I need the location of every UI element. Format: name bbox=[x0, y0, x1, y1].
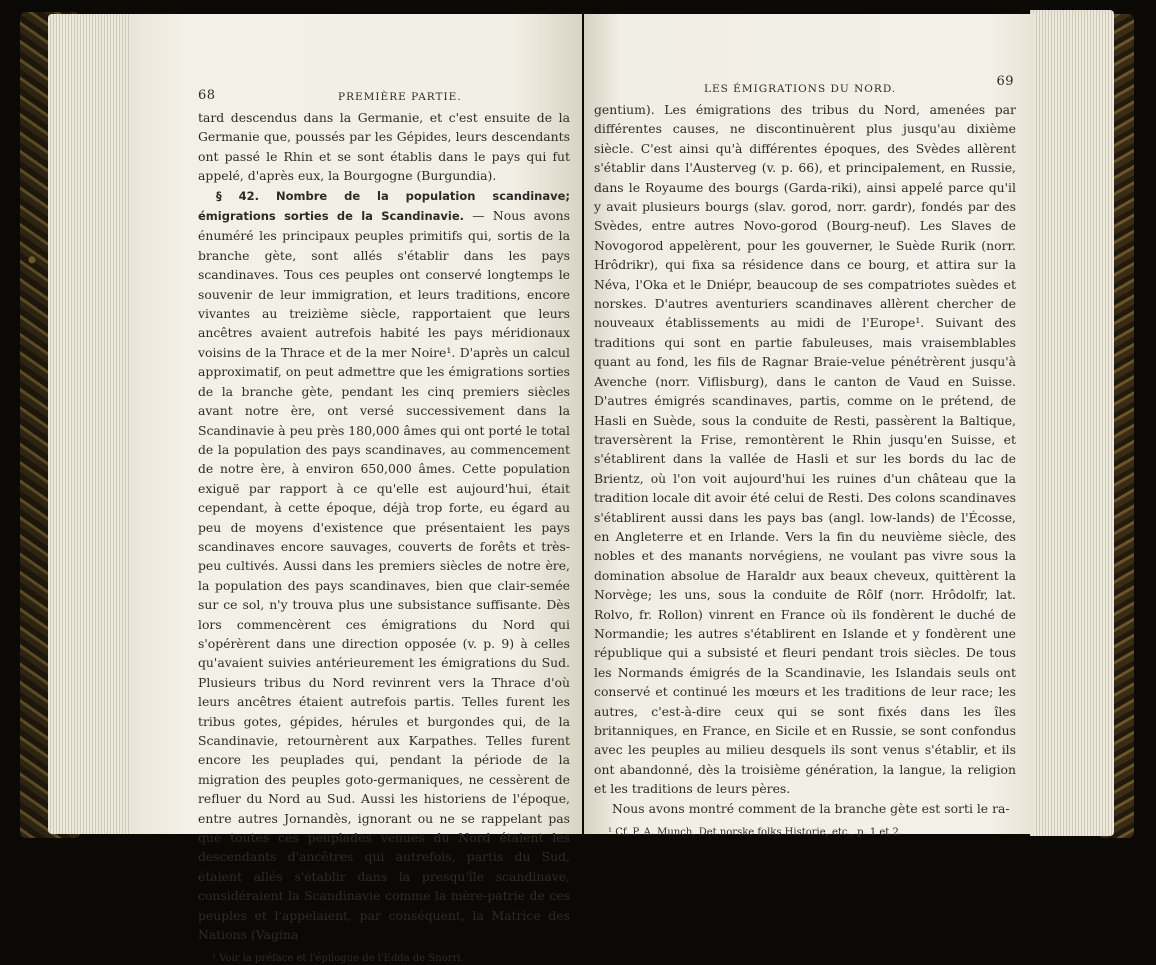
left-paragraph-2 bbox=[198, 186, 570, 945]
left-running-head bbox=[198, 88, 570, 108]
right-page-number: 69 bbox=[996, 74, 1014, 89]
right-footnote: ¹ Cf. P. A. Munch, Det norske folks Historie, etc., p. 1 et 2. bbox=[608, 827, 903, 839]
left-paragraph-2-text: — Nous avons énuméré les principaux peuples primitifs qui, sortis de la branche gète, sont allés s'établir dans les pays scandinaves. Tous ces peuples ont conservé longtemps le souvenir de leur immigration, et leurs traditions, encore vivantes au treizième siècle, rapportaient que leurs ancêtres avaient autrefois habité les pays méridionaux voisins de la Thrace et de la mer Noire¹. D'après un calcul approximatif, on peut admettre que les émigrations sorties de la branche gète, pendant les cinq premiers siècles avant notre ère, ont versé successivement dans la Scandinavie à peu près 180,000 âmes qui ont porté le total de la population des pays scandinaves, au commencement de notre ère, à environ 650,000 âmes. Cette population exiguë par rapport à ce qu'elle est aujourd'hui, était cependant, à cette époque, déjà trop forte, eu égard au peu de moyens d'existence que présentaient les pays scandinaves encore sauvages, couverts de forêts et très-peu cultivés. Aussi dans les premiers siècles de notre ère, la population des pays scandinaves, bien que clair-semée sur ce sol, n'y trouva plus une subsistance suffisante. Dès lors commencèrent ces émigrations du Nord qui s'opérèrent dans une direction opposée (v. p. 9) à celles qu'avaient suivies antérieurement les émigrations du Sud. Plusieurs tribus du Nord revinrent vers la Thrace d'où leurs ancêtres étaient autrefois partis. Telles furent les tribus gotes, gépides, hérules et burgondes qui, de la Scandinavie, retournèrent aux Karpathes. Telles furent encore les peuplades qui, pendant la période de la migration des peuples goto-germaniques, ne cessèrent de refluer du Nord au Sud. Aussi les historiens de l'époque, entre autres Jornandès, ignorant ou ne se rappelant pas que toutes ces peuplades venues du Nord étaient les descendants d'ancêtres qui autrefois, partis du Sud, étaient allés s'établir dans la presqu'île scandinave, considéraient la Scandinavie comme la mère-patrie de ces peuples et l'appelaient, par conséquent, la Matrice des Nations (Vagina bbox=[198, 208, 570, 943]
page-edges-right bbox=[1030, 10, 1114, 836]
right-page bbox=[584, 14, 1034, 839]
left-footnote: ¹ Voir la préface et l'épilogue de l'Edda de Snorri. bbox=[212, 953, 464, 965]
right-running-head bbox=[594, 74, 1016, 100]
right-paragraph-2: Nous avons montré comment de la branche gète est sorti le ra- bbox=[612, 800, 1010, 816]
right-paragraph-1: gentium). Les émigrations des tribus du Nord, amenées par différentes causes, ne discontinuèrent plus jusqu'au dixième siècle. C'est ainsi qu'à différentes époques, des Svèdes allèrent s'établir dans l'Austerveg (v. p. 66), et principalement, en Russie, dans le Royaume des bourgs (Garda-riki), ainsi appelé parce qu'il y avait plusieurs bourgs (slav. gorod, norr. gardr), fondés par des Svèdes, entre autres Novo-gorod (Bourg-neuf). Les Slaves de Novogorod appelèrent, pour les gouverner, le Suède Rurik (norr. Hrôdrikr), qui fixa sa résidence dans ce bourg, et attira sur la Néva, l'Oka et le Dniépr, beaucoup de ses compatriotes suèdes et norskes. D'autres aventuriers scandinaves allèrent chercher de nouveaux établissements au midi de l'Europe¹. Suivant des traditions qui sont en partie fabuleuses, mais vraisemblables quant au fond, les fils de Ragnar Braie-velue pénétrèrent jusqu'à Avenche (norr. Viflisburg), dans le canton de Vaud en Suisse. D'autres émigrés scandinaves, partis, comme on le prétend, de Hasli en Suède, sous la conduite de Resti, passèrent la Baltique, traversèrent la Frise, remontèrent le Rhin jusqu'en Suisse, et s'établirent dans la vallée de Hasli et sur les bords du lac de Brientz, où l'on voit aujourd'hui les ruines d'un château que la tradition locale dit avoir été celui de Resti. Des colons scandinaves s'établirent aussi dans les pays bas (angl. low-lands) de l'Écosse, en Angleterre et en Irlande. Vers la fin du neuvième siècle, des nobles et des manants norvégiens, ne voulant pas vivre sous la domination absolue de Haraldr aux beaux cheveux, quittèrent la Norvège; les uns, sous la conduite de Rôlf (norr. Hrôdolfr, lat. Rolvo, fr. Rollon) vinrent en France où ils fondèrent le duché de Normandie; les autres s'établirent en Islande et y fondèrent une république qui a subsisté et fleuri pendant trois siècles. De tous les Normands émigrés de la Scandinavie, les Islandais seuls ont conservé et continué les mœurs et les traditions de leur race; les autres, c'est-à-dire ceux qui se sont fixés dans les îles britanniques, en France, en Sicile et en Russie, se sont confondus avec les peuples au milieu desquels ils sont venus s'établir, et ils ont abandonné, dès la troisième génération, la langue, la religion et les traditions de leurs pères. bbox=[594, 102, 1016, 797]
left-running-title: PREMIÈRE PARTIE. bbox=[338, 91, 462, 103]
left-paragraph-1: tard descendus dans la Germanie, et c'est ensuite de la Germanie que, poussés par les Gépides, leurs descendants ont passé le Rhin et se sont établis dans le pays qui fut appelé, d'après eux, la Bourgogne (Burgundia). bbox=[198, 110, 570, 184]
left-body-text bbox=[198, 108, 570, 944]
left-page-number: 68 bbox=[198, 88, 216, 103]
section-heading: § 42. Nombre de la population scandinave; émigrations sorties de la Scandinavie. bbox=[198, 188, 570, 224]
right-body-text bbox=[594, 100, 1016, 818]
left-page bbox=[130, 14, 582, 965]
right-running-title: LES ÉMIGRATIONS DU NORD. bbox=[704, 83, 897, 95]
page-edges-left bbox=[48, 14, 138, 834]
